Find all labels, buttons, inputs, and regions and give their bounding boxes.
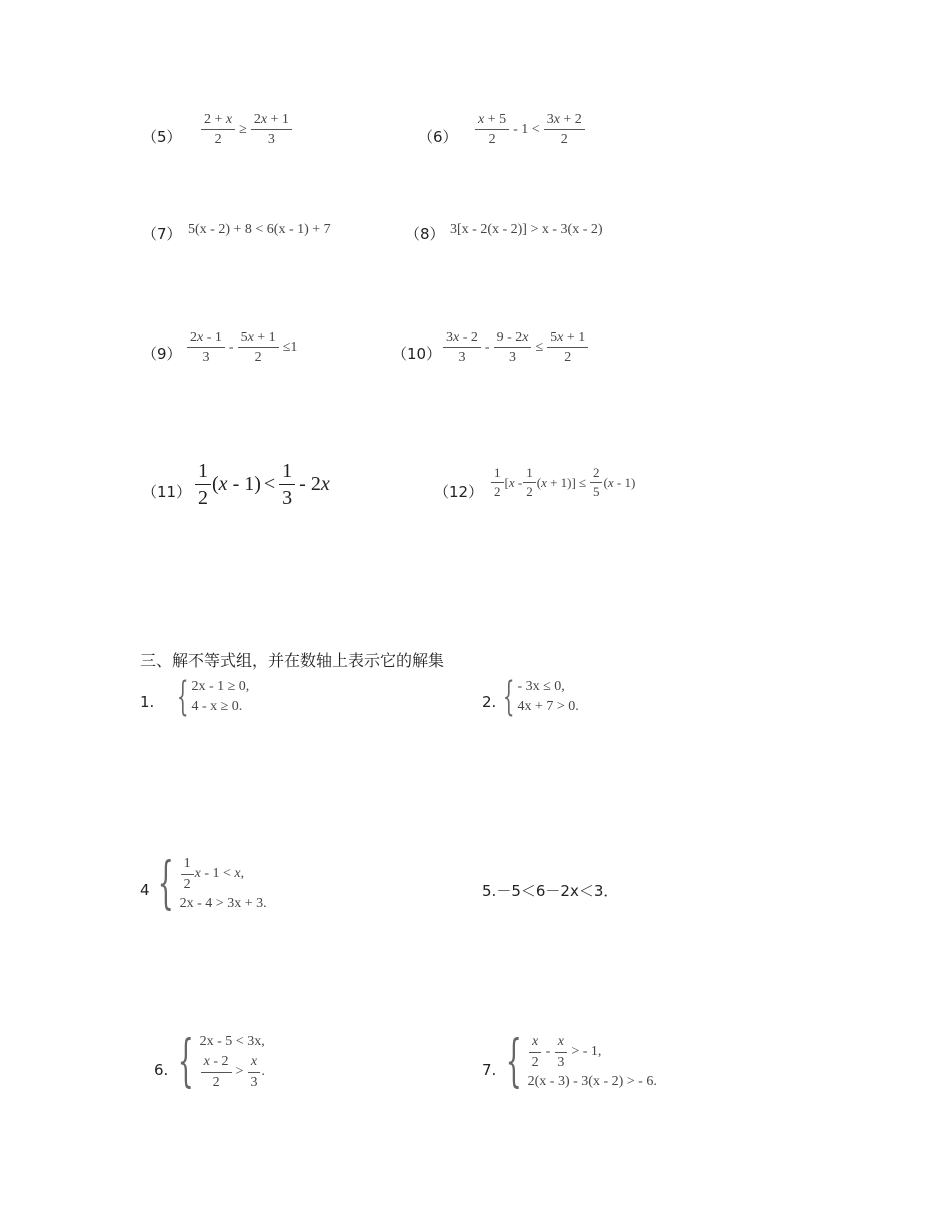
problem-12-label: （12） (434, 483, 484, 501)
system-2-label: 2. (482, 693, 497, 711)
problem-5b (482, 880, 618, 901)
system-7-label: 7. (482, 1061, 497, 1079)
brace-icon: { (505, 1029, 522, 1094)
brace-icon: { (177, 1029, 194, 1094)
problem-7-label: （7） (142, 225, 182, 243)
problem-9-inequality: $\frac{2x - 1}{3}$ - $\frac{5x + 1}{2}$ ≤1 (186, 330, 300, 366)
brace-icon: { (502, 674, 515, 720)
problem-11-label: （11） (142, 483, 192, 501)
system-4 (148, 851, 267, 916)
system-2-line-2: 4x + 7 > 0. (517, 699, 579, 714)
problem-6-inequality: $\frac{x + 5}{2}$ - 1 < $\frac{3x + 2}{2}$ (474, 112, 586, 148)
problem-5b-inequality: －5＜6－2x＜3． (496, 882, 619, 900)
problem-8-label: （8） (405, 225, 445, 243)
problem-10-label: （10） (392, 345, 442, 363)
problem-9-label: （9） (142, 345, 182, 363)
brace-icon: { (157, 851, 174, 916)
system-1-line-1: 2x - 1 ≥ 0, (191, 679, 250, 694)
problem-8-inequality: 3[x - 2(x - 2)] > x - 3(x - 2) (450, 222, 603, 237)
system-1-line-2: 4 - x ≥ 0. (191, 699, 243, 714)
system-4-line-1: $\frac{1}{2}$ x - 1 < x, (180, 856, 267, 892)
problem-5b-label: 5. (482, 881, 497, 900)
problem-5-inequality: $\frac{2 + x}{2}$ ≥ $\frac{2x + 1}{3}$ (200, 112, 293, 148)
problem-12-inequality: $\frac{1}{2}$ [x - $\frac{1}{2}$ (x + 1)] ≤ $\frac{2}{5}$ (x - 1) (490, 466, 635, 500)
problem-5-label: （5） (142, 128, 182, 146)
section-3-heading: 三、解不等式组，并在数轴上表示它的解集 (140, 651, 445, 670)
brace-icon: { (176, 674, 189, 720)
system-4-line-2: 2x - 4 > 3x + 3. (179, 895, 267, 911)
system-7-line-2: 2(x - 3) - 3(x - 2) > - 6. (527, 1073, 657, 1089)
problem-7-inequality: 5(x - 2) + 8 < 6(x - 1) + 7 (188, 222, 331, 237)
system-6-label: 6. (154, 1061, 169, 1079)
system-1 (170, 674, 250, 720)
problem-6-label: （6） (418, 128, 458, 146)
system-6-line-2: $\frac{x - 2}{2}$ > $\frac{x}{3}$ . (200, 1054, 265, 1090)
problem-10-inequality: $\frac{3x - 2}{3}$ - $\frac{9 - 2x}{3}$ ≤ $\frac{5x + 1}{2}$ (442, 330, 589, 366)
system-4-label: 4 (140, 881, 150, 899)
system-6-line-1: 2x - 5 < 3x, (199, 1034, 265, 1050)
system-7 (496, 1029, 657, 1094)
system-6 (168, 1029, 265, 1094)
problem-11-inequality: $\frac{1}{2}$ (x - 1) < $\frac{1}{3}$ - 2x (194, 460, 333, 509)
system-2 (496, 674, 579, 720)
system-2-line-1: - 3x ≤ 0, (517, 679, 565, 694)
system-7-line-1: $\frac{x}{2}$ - $\frac{x}{3}$ > - 1, (528, 1034, 657, 1070)
system-1-label: 1. (140, 693, 155, 711)
